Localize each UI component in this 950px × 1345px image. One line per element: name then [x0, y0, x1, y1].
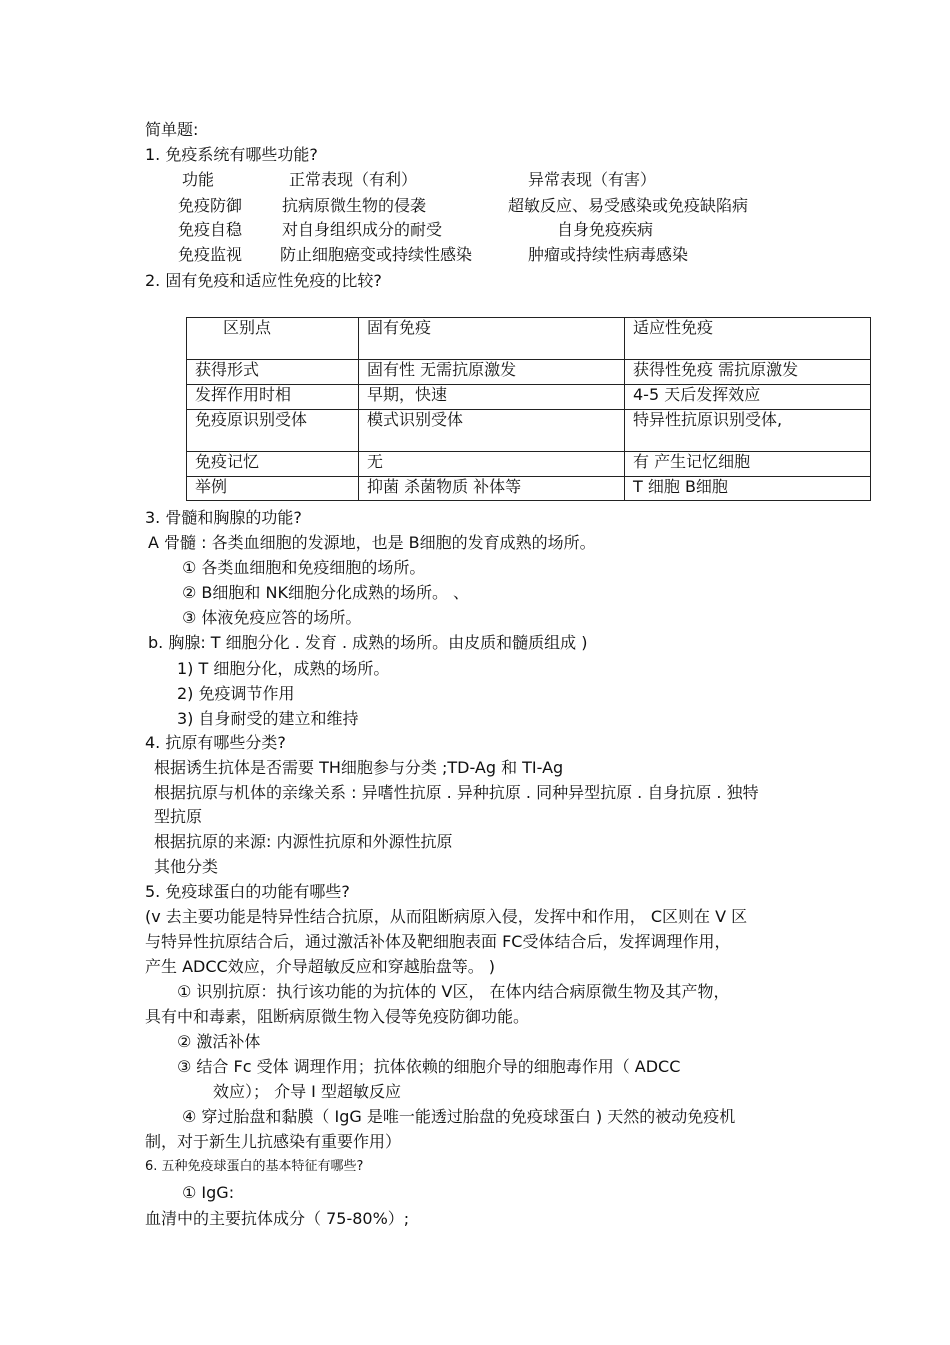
table-header-row: [187, 318, 871, 360]
q1-title: 1. 免疫系统有哪些功能?: [145, 145, 318, 164]
q3-title: 3. 骨髓和胸腺的功能?: [145, 508, 302, 527]
q1-cell: 对自身组织成分的耐受: [282, 220, 443, 239]
table-cell: 发挥作用时相: [187, 385, 359, 410]
list-item: ① 各类血细胞和免疫细胞的场所。: [182, 558, 426, 577]
section-heading: 简单题:: [145, 120, 199, 139]
table-cell: 早期，快速: [359, 385, 625, 410]
list-item: 3) 自身耐受的建立和维持: [177, 709, 359, 728]
comparison-table: [186, 317, 871, 501]
q5-item-line: 具有中和毒素，阻断病原微生物入侵等免疫防御功能。: [145, 1007, 530, 1026]
table-cell: 模式识别受体: [359, 410, 625, 452]
table-row: [187, 477, 871, 501]
q1-cell: 超敏反应、易受感染或免疫缺陷病: [508, 196, 749, 215]
q6-item: ① IgG:: [182, 1183, 235, 1202]
list-item: 1) T 细胞分化，成熟的场所。: [177, 659, 390, 678]
q1-row: [0, 220, 950, 240]
q4-line: 根据诱生抗体是否需要 TH细胞参与分类 ;TD-Ag 和 TI-Ag: [154, 758, 564, 777]
q5-title: 5. 免疫球蛋白的功能有哪些?: [145, 882, 350, 901]
table-cell: 免疫记忆: [187, 452, 359, 477]
q6-line: 血清中的主要抗体成分（ 75-80%）;: [145, 1209, 410, 1228]
q1-header-cell: 正常表现（有利）: [289, 170, 418, 189]
q1-row: [0, 245, 950, 265]
q5-item-line: ④ 穿过胎盘和黏膜（ IgG 是唯一能透过胎盘的免疫球蛋白 ) 天然的被动免疫机: [182, 1107, 736, 1126]
q1-cell: 自身免疫疾病: [557, 220, 654, 239]
q4-line: 根据抗原与机体的亲缘关系 : 异嗜性抗原 . 异种抗原 . 同种异型抗原 . 自身抗原 . 独特: [154, 783, 759, 802]
table-row: [187, 452, 871, 477]
q1-cell: 抗病原微生物的侵袭: [282, 196, 427, 215]
q6-title: 6. 五种免疫球蛋白的基本特征有哪些?: [145, 1159, 364, 1174]
q1-header-cell: 异常表现（有害）: [528, 170, 657, 189]
q5-para-line: 与特异性抗原结合后，通过激活补体及靶细胞表面 FC受体结合后，发挥调理作用，: [145, 932, 731, 951]
table-header-cell: 区别点: [187, 318, 359, 360]
q4-line: 根据抗原的来源: 内源性抗原和外源性抗原: [154, 832, 453, 851]
q5-item-line: ③ 结合 Fc 受体 调理作用；抗体依赖的细胞介导的细胞毒作用（ ADCC: [177, 1057, 681, 1076]
q4-title: 4. 抗原有哪些分类?: [145, 733, 286, 752]
list-item: ③ 体液免疫应答的场所。: [182, 608, 362, 627]
q3-bone-marrow: A 骨髓 : 各类血细胞的发源地，也是 B细胞的发育成熟的场所。: [148, 533, 596, 552]
table-cell: 举例: [187, 477, 359, 501]
list-item: 2) 免疫调节作用: [177, 684, 295, 703]
table-row: [187, 360, 871, 385]
q4-line: 型抗原: [154, 807, 203, 826]
table-header-cell: 固有免疫: [359, 318, 625, 360]
list-item: ② B细胞和 NK细胞分化成熟的场所。 、: [182, 583, 470, 602]
q5-item-line: ② 激活补体: [177, 1032, 261, 1051]
table-cell: T 细胞 B细胞: [625, 477, 871, 501]
q4-line: 其他分类: [154, 857, 219, 876]
table-header-cell: 适应性免疫: [625, 318, 871, 360]
table-cell: 固有性 无需抗原激发: [359, 360, 625, 385]
q2-title: 2. 固有免疫和适应性免疫的比较?: [145, 271, 382, 290]
q1-header-cell: 功能: [182, 170, 215, 189]
table-cell: 4-5 天后发挥效应: [625, 385, 871, 410]
q5-item-line: 制，对于新生儿抗感染有重要作用）: [145, 1132, 402, 1151]
q1-cell: 免疫防御: [178, 196, 243, 215]
q5-para-line: (v 去主要功能是特异性结合抗原，从而阻断病原入侵，发挥中和作用， C区则在 V 区: [145, 907, 748, 926]
table-cell: 免疫原识别受体: [187, 410, 359, 452]
table-cell: 无: [359, 452, 625, 477]
table-cell: 有 产生记忆细胞: [625, 452, 871, 477]
q1-cell: 肿瘤或持续性病毒感染: [528, 245, 689, 264]
q3-thymus: b. 胸腺: T 细胞分化 . 发育 . 成熟的场所。由皮质和髓质组成 ): [148, 633, 588, 652]
q5-para-line: 产生 ADCC效应，介导超敏反应和穿越胎盘等。 ): [145, 957, 496, 976]
table-cell: 获得性免疫 需抗原激发: [625, 360, 871, 385]
q5-item-line: ① 识别抗原：执行该功能的为抗体的 V区， 在体内结合病原微生物及其产物，: [177, 982, 730, 1001]
q1-cell: 防止细胞癌变或持续性感染: [280, 245, 473, 264]
table-row: [187, 410, 871, 452]
table-cell: 获得形式: [187, 360, 359, 385]
q1-header-row: [0, 170, 950, 190]
q1-cell: 免疫监视: [178, 245, 243, 264]
table-cell: 抑菌 杀菌物质 补体等: [359, 477, 625, 501]
q5-item-line: 效应）； 介导 Ⅰ 型超敏反应: [213, 1082, 401, 1101]
q1-cell: 免疫自稳: [178, 220, 243, 239]
table-cell: 特异性抗原识别受体,: [625, 410, 871, 452]
q1-row: [0, 196, 950, 216]
table-row: [187, 385, 871, 410]
